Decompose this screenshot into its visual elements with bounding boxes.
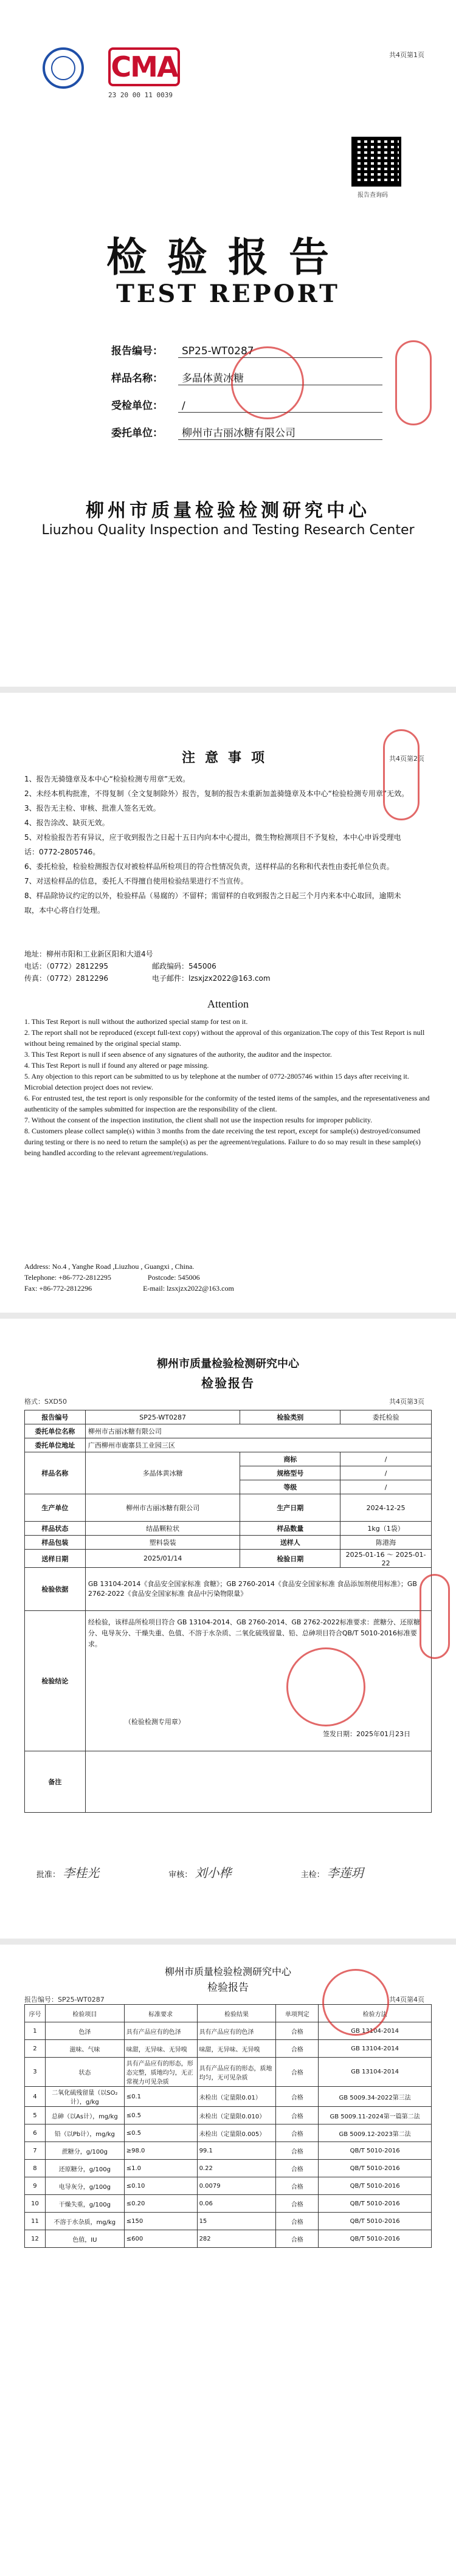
attention-title: Attention	[207, 998, 249, 1010]
table-cell: 0.0079	[197, 2177, 276, 2195]
official-seal	[231, 346, 304, 419]
approver-signature: 李桂光	[63, 1866, 100, 1880]
report-summary-page	[0, 1319, 456, 1945]
table-cell: QB/T 5010-2016	[319, 2195, 432, 2213]
cell-label: 检验依据	[25, 1568, 86, 1611]
table-row	[25, 2160, 432, 2177]
cell-label: 委托单位地址	[25, 1438, 86, 1452]
table-cell: GB 13104-2014	[319, 2022, 432, 2040]
cell-label: 检验结论	[25, 1611, 86, 1751]
table-cell: 合格	[276, 2040, 319, 2058]
table-cell: 3	[25, 2058, 46, 2087]
table-cell: 二氧化硫残留量（以SO₂计），g/kg	[45, 2087, 124, 2107]
table-cell: 11	[25, 2213, 46, 2230]
table-cell: 15	[197, 2213, 276, 2230]
table-cell: GB 5009.11-2024第一篇第二法	[319, 2107, 432, 2124]
notice-item-en: 4. This Test Report is null if found any altered or page missing.	[24, 1061, 209, 1070]
table-row	[25, 2230, 432, 2248]
qr-label: 报告查询码	[358, 192, 388, 199]
institution-name-en: Liuzhou Quality Inspection and Testing Research Center	[41, 523, 415, 538]
field-value: 多晶体黄冰糖	[178, 369, 382, 385]
table-cell: 合格	[276, 2124, 319, 2142]
table-cell: 滋味、气味	[45, 2040, 124, 2058]
table-cell: 5	[25, 2107, 46, 2124]
cell-label: 样品包装	[25, 1536, 86, 1550]
cell-label: 规格型号	[240, 1466, 340, 1480]
cell-trademark: /	[340, 1452, 432, 1466]
cell-label: 样品数量	[240, 1522, 340, 1536]
table-cell: 蔗糖分，g/100g	[45, 2142, 124, 2160]
table-row	[25, 2040, 432, 2058]
table-cell: ≤150	[124, 2213, 197, 2230]
notice-title: 注意事项	[181, 750, 274, 766]
table-cell: GB 13104-2014	[319, 2040, 432, 2058]
notice-item-en: 1. This Test Report is null without the authorized special stamp for test on it.	[24, 1017, 248, 1026]
table-cell: 合格	[276, 2142, 319, 2160]
notice-item-en: 2. The report shall not be reproduced (except full-text copy) without the approval of this organization.The copy of this Test Report is null without being remained by the original special stamp.	[24, 1028, 425, 1048]
cell-label: 委托单位名称	[25, 1424, 86, 1438]
cell-label: 生产日期	[240, 1494, 340, 1522]
table-cell: 4	[25, 2087, 46, 2107]
table-cell: QB/T 5010-2016	[319, 2160, 432, 2177]
table-cell: ≤0.5	[124, 2124, 197, 2142]
conclusion-text: 经检验，该样品所检项目符合 GB 13104-2014、GB 2760-2014、GB 2762-2022标准要求：蔗糖分、还原糖分、电导灰分、干燥失重、色值、不溶于水杂质、二氧化硫残留量、铅、总砷项目符合QB/T 5010-2016标准要求。	[88, 1618, 420, 1648]
report-summary-table	[24, 1410, 432, 1813]
notice-page	[0, 693, 456, 1319]
table-cell: 12	[25, 2230, 46, 2248]
table-cell: 未检出（定量限0.010）	[197, 2107, 276, 2124]
table-cell: 色值，IU	[45, 2230, 124, 2248]
field-value: SP25-WT0287	[178, 345, 382, 358]
table-cell: 合格	[276, 2022, 319, 2040]
cell-test-date: 2025-01-16 ～ 2025-01-22	[340, 1550, 432, 1568]
seam-seal	[420, 1574, 450, 1659]
table-cell: 合格	[276, 2230, 319, 2248]
table-cell: 2	[25, 2040, 46, 2058]
table-cell: QB/T 5010-2016	[319, 2213, 432, 2230]
table-cell: 合格	[276, 2195, 319, 2213]
notice-item: 1、报告无骑缝章及本中心“检验检测专用章”无效。	[24, 775, 190, 783]
field-label: 受检单位：	[111, 400, 163, 412]
cell-label: 商标	[240, 1452, 340, 1466]
notice-item-en: 8. Customers please collect sample(s) within 3 months from the date receiving the test report, except for sample(s) destroyed/consumed during testing or there is no need to return the sample(s) as per the agreement/regulations. Failure to do so may result in these sample(s) being handled according to the relevant agreement/regulations.	[24, 1127, 421, 1157]
cell-remarks	[85, 1751, 431, 1813]
reviewer-signature: 刘小桦	[195, 1866, 232, 1880]
reviewer-label: 审核：	[168, 1870, 193, 1880]
table-cell: 状态	[45, 2058, 124, 2087]
table-cell: 合格	[276, 2058, 319, 2087]
cell-producer: 柳州市古丽冰糖有限公司	[85, 1494, 240, 1522]
cma-logo: CMA	[108, 47, 180, 86]
table-cell: 0.06	[197, 2195, 276, 2213]
header-cell: 检验方法	[319, 2005, 432, 2022]
table-cell: ≥98.0	[124, 2142, 197, 2160]
table-cell: 6	[25, 2124, 46, 2142]
field-label: 报告编号：	[111, 345, 163, 357]
cell-test-basis: GB 13104-2014《食品安全国家标准 食糖》；GB 2760-2014《食品安全国家标准 食品添加剂使用标准》；GB 2762-2022《食品安全国家标准 食品中污染物限量》	[85, 1568, 431, 1611]
cell-grade: /	[340, 1480, 432, 1494]
page-number: 共4页第3页	[389, 1398, 424, 1406]
cell-label: 报告编号	[25, 1410, 86, 1424]
page-number: 共4页第4页	[389, 1996, 424, 2004]
cell-receive-date: 2025/01/14	[85, 1550, 240, 1568]
cell-client-address: 广西柳州市鹿寨县工业园三区	[85, 1438, 431, 1452]
contact-phone-en: Telephone: +86-772-2812295 Postcode: 545006	[24, 1273, 200, 1282]
field-label: 样品名称：	[111, 373, 163, 385]
table-cell: ≤0.1	[124, 2087, 197, 2107]
table-cell: 合格	[276, 2087, 319, 2107]
notice-item: 7、对送检样品的信息，委托人不得擅自使用检验结果进行不当宣传。	[24, 877, 248, 885]
table-cell: 电导灰分，g/100g	[45, 2177, 124, 2195]
table-cell: 不溶于水杂质，mg/kg	[45, 2213, 124, 2230]
cell-label: 备注	[25, 1751, 86, 1813]
table-cell: 99.1	[197, 2142, 276, 2160]
table-cell: ≤0.5	[124, 2107, 197, 2124]
table-row	[25, 2142, 432, 2160]
table-cell: 具有产品应有的形态，质地均匀，无可见杂质	[197, 2058, 276, 2087]
results-seal	[322, 1969, 389, 2036]
cell-packaging: 塑料袋装	[85, 1536, 240, 1550]
table-cell: 铅（以Pb计），mg/kg	[45, 2124, 124, 2142]
table-cell: 具有产品应有的色泽	[197, 2022, 276, 2040]
notice-item-en: 6. For entrusted test, the test report is only responsible for the conformity of the tested items of the samples, and the representativeness and authenticity of the samples submitted for inspection are the responsibility of the client.	[24, 1094, 430, 1113]
table-cell: 8	[25, 2160, 46, 2177]
page-number: 共4页第1页	[389, 51, 424, 59]
table-cell: ≤1.0	[124, 2160, 197, 2177]
table-row	[25, 2213, 432, 2230]
table-cell: 9	[25, 2177, 46, 2195]
cell-client-name: 柳州市古丽冰糖有限公司	[85, 1424, 431, 1438]
field-value: /	[178, 400, 382, 413]
format-label: 格式：SXD50	[24, 1398, 67, 1406]
report-title-en: TEST REPORT	[116, 280, 340, 308]
table-cell: 具有产品应有的色泽	[124, 2022, 197, 2040]
tester-label: 主检：	[300, 1870, 325, 1880]
institution-name: 柳州市质量检验检测研究中心	[157, 1358, 299, 1370]
cell-sample-status: 结晶颗粒状	[85, 1522, 240, 1536]
table-cell: GB 5009.12-2023第二法	[319, 2124, 432, 2142]
table-cell: 未检出（定量限0.005）	[197, 2124, 276, 2142]
notice-item: 2、未经本机构批准，不得复制（全文复制除外）报告，复制的报告未重新加盖骑缝章及本中心“检验检测专用章”无效。	[24, 789, 409, 798]
table-cell: ≤0.20	[124, 2195, 197, 2213]
table-cell: 1	[25, 2022, 46, 2040]
inspection-seal	[286, 1647, 365, 1726]
cell-label: 样品状态	[25, 1522, 86, 1536]
table-cell: 合格	[276, 2160, 319, 2177]
notice-item-en: 5. Any objection to this report can be submitted to us by telephone at the number of 0772-2805746 within 15 days after receiving it. Microbial detection project does not review.	[24, 1072, 409, 1091]
cell-label: 样品名称	[25, 1452, 86, 1494]
cell-conclusion	[85, 1611, 431, 1751]
header-cell: 序号	[25, 2005, 46, 2022]
field-client	[111, 424, 382, 440]
header-cell: 标准要求	[124, 2005, 197, 2022]
cell-production-date: 2024-12-25	[340, 1494, 432, 1522]
table-cell: 282	[197, 2230, 276, 2248]
header-cell: 检验结果	[197, 2005, 276, 2022]
contact-fax: 传真：（0772）2812296 电子邮件：lzsxjzx2022@163.com	[24, 974, 271, 983]
table-row	[25, 2124, 432, 2142]
results-table	[24, 2004, 432, 2248]
notice-item: 3、报告无主检、审核、批准人签名无效。	[24, 804, 161, 812]
report-number: 报告编号：SP25-WT0287	[24, 1996, 105, 2004]
notice-item-en: 3. This Test Report is null if seen absence of any signatures of the authority, the auditor and the inspector.	[24, 1050, 332, 1059]
signature-row	[36, 1863, 426, 1881]
cell-label: 生产单位	[25, 1494, 86, 1522]
table-cell: 7	[25, 2142, 46, 2160]
table-cell: GB 5009.34-2022第三法	[319, 2087, 432, 2107]
table-row	[25, 2107, 432, 2124]
table-cell: ≤0.10	[124, 2177, 197, 2195]
table-row	[25, 2195, 432, 2213]
seam-seal	[395, 340, 432, 425]
cell-quantity: 1kg（1袋）	[340, 1522, 432, 1536]
table-cell: 干燥失重，g/100g	[45, 2195, 124, 2213]
contact-address-en: Address: No.4 , Yanghe Road ,Liuzhou , Guangxi , China.	[24, 1262, 195, 1271]
cell-label: 检验日期	[240, 1550, 340, 1568]
page-divider	[0, 1939, 456, 1945]
table-cell: 味甜，无异味、无异嗅	[124, 2040, 197, 2058]
cell-test-type: 委托检验	[340, 1410, 432, 1424]
cover-page	[0, 0, 456, 693]
table-row	[25, 2087, 432, 2107]
conclusion-stamp-label: （检验检测专用章）	[124, 1718, 185, 1726]
page-divider	[0, 1313, 456, 1319]
table-cell: 10	[25, 2195, 46, 2213]
field-value: 柳州市古丽冰糖有限公司	[178, 424, 382, 440]
report-title-cn: 检验报告	[106, 234, 350, 281]
notice-item: 4、报告涂改、缺页无效。	[24, 819, 109, 827]
contact-en	[24, 1261, 413, 1294]
cell-spec: /	[340, 1466, 432, 1480]
table-cell: 合格	[276, 2107, 319, 2124]
contact-phone: 电话：（0772）2812295 邮政编码：545006	[24, 962, 216, 970]
notice-list-cn	[24, 772, 413, 918]
table-cell: 还原糖分，g/100g	[45, 2160, 124, 2177]
table-cell: GB 13104-2014	[319, 2058, 432, 2087]
table-cell: QB/T 5010-2016	[319, 2230, 432, 2248]
report-title: 检验报告	[201, 1376, 255, 1390]
cell-label: 等级	[240, 1480, 340, 1494]
table-row	[25, 2058, 432, 2087]
table-cell: 合格	[276, 2177, 319, 2195]
table-cell: 0.22	[197, 2160, 276, 2177]
cma-code: 23 20 00 11 0039	[108, 91, 173, 99]
institution-name-cn: 柳州市质量检验检测研究中心	[86, 500, 370, 521]
field-label: 委托单位：	[111, 427, 163, 439]
table-cell: 色泽	[45, 2022, 124, 2040]
table-cell: ≤600	[124, 2230, 197, 2248]
table-cell: 味甜，无异味、无异嗅	[197, 2040, 276, 2058]
cell-sender: 陈港海	[340, 1536, 432, 1550]
table-cell: 合格	[276, 2213, 319, 2230]
table-cell: QB/T 5010-2016	[319, 2177, 432, 2195]
notice-item-en: 7. Without the consent of the inspection institution, the client shall not use the inspection results for improper publicity.	[24, 1116, 373, 1124]
table-cell: 总砷（以As计），mg/kg	[45, 2107, 124, 2124]
notice-item: 5、对检验报告若有异议，应于收到报告之日起十五日内向本中心提出，微生物检测项目不予复检，本中心申诉受理电话：0772-2805746。	[24, 833, 401, 856]
issue-date: 签发日期：2025年01月23日	[323, 1730, 410, 1738]
qr-code[interactable]	[351, 137, 401, 187]
contact-fax-en: Fax: +86-772-2812296 E-mail: lzsxjzx2022@163.com	[24, 1284, 234, 1293]
tester-signature: 李莲玥	[326, 1866, 364, 1880]
contact-address: 地址：柳州市阳和工业新区阳和大道4号	[24, 950, 153, 958]
seam-seal	[383, 729, 420, 820]
header-cell: 单项判定	[276, 2005, 319, 2022]
cell-report-no: SP25-WT0287	[85, 1410, 240, 1424]
approver-label: 批准：	[36, 1870, 61, 1880]
header-cell: 检验项目	[45, 2005, 124, 2022]
notice-item: 6、委托检验，检验检测报告仅对被检样品所检项目的符合性情况负责，送样样品的名称和代表性由委托单位负责。	[24, 862, 394, 871]
cell-label: 送样日期	[25, 1550, 86, 1568]
table-cell: QB/T 5010-2016	[319, 2142, 432, 2160]
institution-name: 柳州市质量检验检测研究中心	[164, 1966, 291, 1977]
report-title: 检验报告	[207, 1982, 249, 1994]
cnas-logo	[43, 47, 84, 89]
cell-label: 送样人	[240, 1536, 340, 1550]
notice-item: 8、样品除协议约定的以外，检验样品（易腐的）不留样；需留样的自收到报告之日起三个月内来本中心取回，逾期未取，本中心将自行处理。	[24, 891, 401, 915]
contact-cn	[24, 948, 413, 984]
table-cell: 具有产品应有的形态，形态完整，质地均匀，无正常视力可见杂质	[124, 2058, 197, 2087]
results-page	[0, 1945, 456, 2576]
notice-list-en	[24, 1016, 432, 1158]
table-cell: 未检出（定量限0.01）	[197, 2087, 276, 2107]
page-divider	[0, 687, 456, 693]
table-row	[25, 2177, 432, 2195]
cell-sample-name: 多晶体黄冰糖	[85, 1452, 240, 1494]
page-number: 共4页第2页	[389, 755, 424, 763]
cell-label: 检验类别	[240, 1410, 340, 1424]
